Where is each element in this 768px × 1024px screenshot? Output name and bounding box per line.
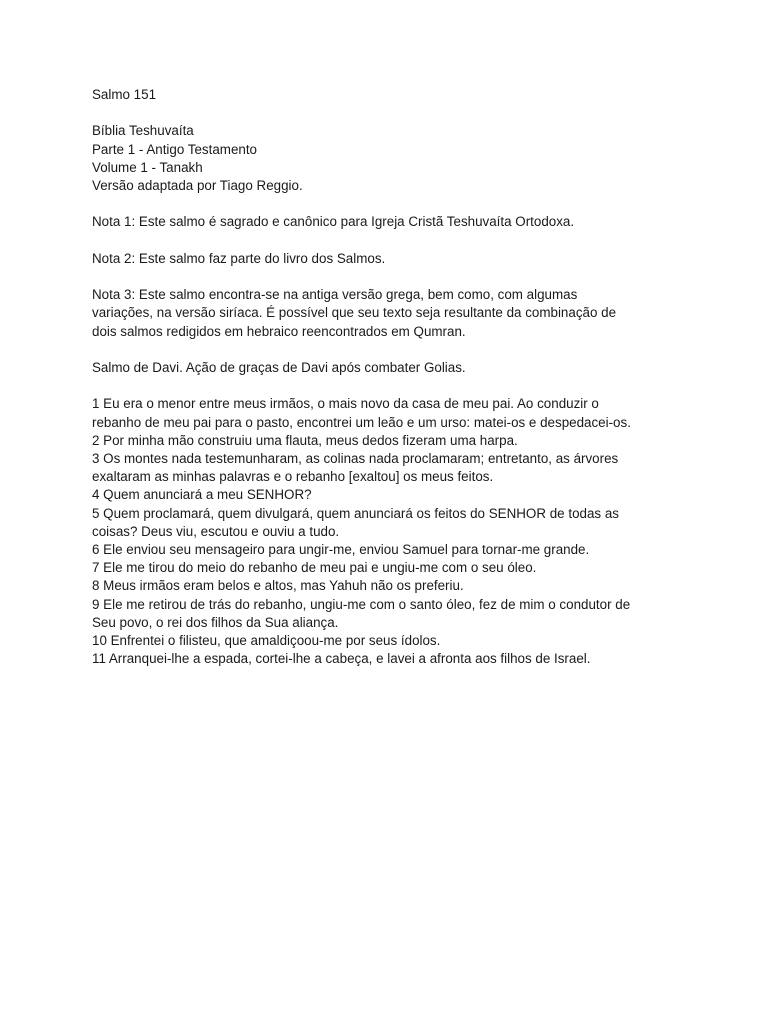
verse-line: 11 Arranquei-lhe a espada, cortei-lhe a cabeça, e lavei a afronta aos filhos de Israel. <box>92 651 591 667</box>
verse-line: Seu povo, o rei dos filhos da Sua aliança. <box>92 614 339 630</box>
note-1: Nota 1: Este salmo é sagrado e canônico para Igreja Cristã Teshuvaíta Ortodoxa. <box>92 214 575 230</box>
verse-11 <box>92 650 692 668</box>
verse-line: 1 Eu era o menor entre meus irmãos, o mais novo da casa de meu pai. Ao conduzir o <box>92 396 599 412</box>
verse-line: exaltaram as minhas palavras e o rebanho [exaltou] os meus feitos. <box>92 469 494 485</box>
part-label: Parte 1 - Antigo Testamento <box>92 141 258 157</box>
note-3-line: Nota 3: Este salmo encontra-se na antiga versão grega, bem como, com algumas <box>92 287 578 303</box>
verse-3 <box>92 450 692 486</box>
version-credit: Versão adaptada por Tiago Reggio. <box>92 178 303 193</box>
spacer <box>92 268 692 286</box>
verse-line: coisas? Deus viu, escutou e ouviu a tudo. <box>92 523 340 539</box>
verse-line: rebanho de meu pai para o pasto, encontrei um leão e um urso: matei-os e despedacei-os. <box>92 414 631 430</box>
note-2: Nota 2: Este salmo faz parte do livro dos Salmos. <box>92 250 386 266</box>
verse-7 <box>92 559 692 577</box>
note-3 <box>92 286 692 341</box>
spacer <box>92 104 692 122</box>
spacer <box>92 341 692 359</box>
verse-line: 8 Meus irmãos eram belos e altos, mas Yahuh não os preferiu. <box>92 578 464 594</box>
verse-line: 2 Por minha mão construiu uma flauta, meus dedos fizeram uma harpa. <box>92 432 518 448</box>
verse-line: 7 Ele me tirou do meio do rebanho de meu pai e ungiu-me com o seu óleo. <box>92 560 537 576</box>
document-page <box>92 86 692 668</box>
header-block <box>92 122 692 195</box>
verse-line: 9 Ele me retirou de trás do rebanho, ungiu-me com o santo óleo, fez de mim o condutor de <box>92 596 631 612</box>
spacer <box>92 195 692 213</box>
verse-9 <box>92 596 692 632</box>
verse-6 <box>92 541 692 559</box>
verse-1 <box>92 395 692 431</box>
document-title: Salmo 151 <box>92 87 157 102</box>
verse-5 <box>92 505 692 541</box>
verse-line: 3 Os montes nada testemunharam, as colinas nada proclamaram; entretanto, as árvores <box>92 450 619 466</box>
verse-line: 5 Quem proclamará, quem divulgará, quem anunciará os feitos do SENHOR de todas as <box>92 505 619 521</box>
verses-list <box>92 395 692 668</box>
verse-4 <box>92 486 692 504</box>
volume-label: Volume 1 - Tanakh <box>92 159 203 175</box>
verse-line: 6 Ele enviou seu mensageiro para ungir-me, enviou Samuel para tornar-me grande. <box>92 541 590 557</box>
spacer <box>92 232 692 250</box>
bible-name: Bíblia Teshuvaíta <box>92 123 194 139</box>
psalm-subtitle: Salmo de Davi. Ação de graças de Davi após combater Golias. <box>92 359 466 375</box>
note-3-line: variações, na versão siríaca. É possível que seu texto seja resultante da combinação de <box>92 305 617 321</box>
spacer <box>92 377 692 395</box>
verse-8 <box>92 577 692 595</box>
verse-line: 10 Enfrentei o filisteu, que amaldiçoou-me por seus ídolos. <box>92 633 441 648</box>
verse-line: 4 Quem anunciará a meu SENHOR? <box>92 487 312 503</box>
note-3-line: dois salmos redigidos em hebraico reencontrados em Qumran. <box>92 323 466 339</box>
verse-2 <box>92 432 692 450</box>
verse-10 <box>92 632 692 650</box>
